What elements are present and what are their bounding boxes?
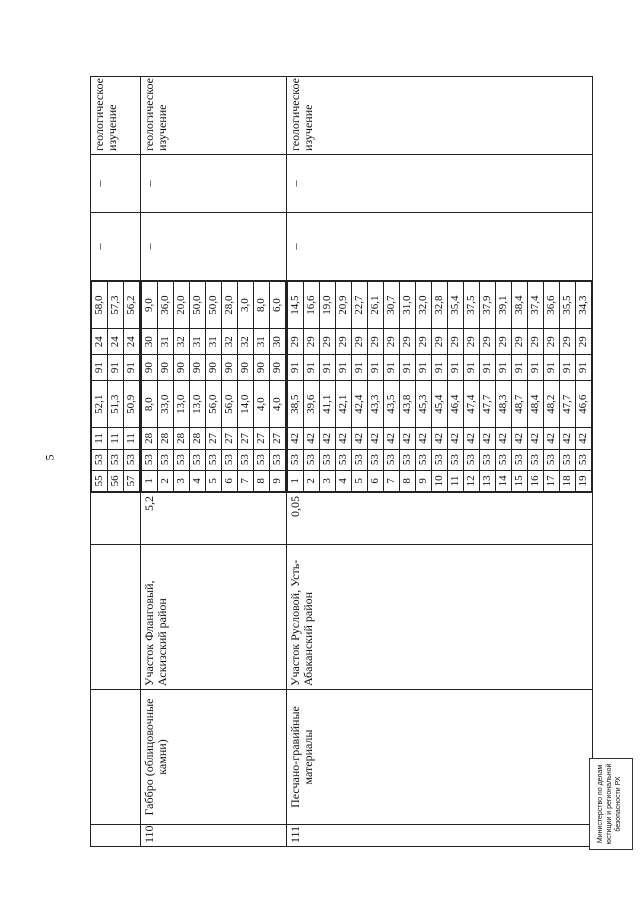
- coord-value: 46,4: [448, 381, 464, 428]
- coord-value: 31: [158, 329, 174, 355]
- coord-row: [448, 282, 464, 492]
- coord-value: 37,4: [528, 282, 544, 329]
- coord-point-number: 4: [190, 470, 206, 491]
- coord-point-number: 1: [142, 470, 158, 491]
- coord-value: 47,7: [480, 381, 496, 428]
- coord-value: 31: [190, 329, 206, 355]
- coord-value: 42,1: [336, 381, 352, 428]
- coord-value: 27: [254, 428, 270, 449]
- coord-value: 48,4: [528, 381, 544, 428]
- coord-value: 42: [448, 428, 464, 449]
- coord-point-number: 7: [384, 470, 400, 491]
- coord-value: 4,0: [254, 381, 270, 428]
- coord-value: 91: [336, 355, 352, 381]
- coord-value: 29: [512, 329, 528, 355]
- coord-value: 29: [448, 329, 464, 355]
- coord-point-number: 7: [238, 470, 254, 491]
- coords-table-110: [141, 281, 286, 492]
- coord-value: 29: [480, 329, 496, 355]
- coord-value: 19,0: [320, 282, 336, 329]
- coord-point-number: 3: [320, 470, 336, 491]
- coord-row: [480, 282, 496, 492]
- coord-point-number: 9: [270, 470, 286, 491]
- coord-value: 42: [432, 428, 448, 449]
- coord-row: [206, 282, 222, 492]
- coord-value: 42: [464, 428, 480, 449]
- coord-value: 50,0: [190, 282, 206, 329]
- coord-value: 58,0: [92, 282, 108, 329]
- coord-value: 53: [448, 449, 464, 470]
- coord-value: 43,5: [384, 381, 400, 428]
- coord-row: [528, 282, 544, 492]
- coord-value: 26,1: [368, 282, 384, 329]
- coord-value: 27: [206, 428, 222, 449]
- coord-value: 91: [480, 355, 496, 381]
- coord-point-number: 10: [432, 470, 448, 491]
- coord-value: 91: [512, 355, 528, 381]
- coord-value: 29: [464, 329, 480, 355]
- coord-value: 36,6: [544, 282, 560, 329]
- coord-point-number: 2: [158, 470, 174, 491]
- coord-value: 91: [320, 355, 336, 381]
- coord-value: 30: [270, 329, 286, 355]
- coord-value: 48,2: [544, 381, 560, 428]
- coord-row: [222, 282, 238, 492]
- coord-value: 53: [108, 449, 124, 470]
- coord-value: 29: [560, 329, 576, 355]
- coord-value: 48,3: [496, 381, 512, 428]
- top-continuation-row: [91, 77, 141, 847]
- coord-value: 6,0: [270, 282, 286, 329]
- coord-value: 90: [158, 355, 174, 381]
- coord-row: [190, 282, 206, 492]
- coords-cell: [141, 281, 287, 493]
- coord-row: [432, 282, 448, 492]
- coord-value: 31: [206, 329, 222, 355]
- coord-row: [400, 282, 416, 492]
- row-110: [141, 77, 287, 847]
- coord-value: 53: [158, 449, 174, 470]
- coord-point-number: 14: [496, 470, 512, 491]
- coord-value: 91: [288, 355, 304, 381]
- cell-note-top: геологическое изучение: [91, 77, 141, 155]
- site-name: Участок Фланговый, Аскизский район: [141, 545, 287, 690]
- coord-value: 24: [92, 329, 108, 355]
- coord-point-number: 18: [560, 470, 576, 491]
- coord-value: 53: [416, 449, 432, 470]
- coord-value: 27: [222, 428, 238, 449]
- coord-value: 91: [304, 355, 320, 381]
- coord-value: 42: [576, 428, 592, 449]
- coord-value: 53: [544, 449, 560, 470]
- coord-point-number: 9: [416, 470, 432, 491]
- coord-value: 29: [320, 329, 336, 355]
- site-name: Участок Русловой, Усть-Абаканский район: [287, 545, 593, 690]
- coord-value: 11: [108, 428, 124, 449]
- coord-value: 36,0: [158, 282, 174, 329]
- coord-point-number: 3: [174, 470, 190, 491]
- coord-value: 20,9: [336, 282, 352, 329]
- coord-value: 90: [190, 355, 206, 381]
- coords-table-top: [91, 281, 140, 492]
- coord-value: 32: [238, 329, 254, 355]
- coord-value: 53: [432, 449, 448, 470]
- coord-value: 42: [544, 428, 560, 449]
- note-cell: геологическое изучение: [287, 77, 593, 155]
- coord-point-number: 12: [464, 470, 480, 491]
- row-111: [287, 77, 593, 847]
- coord-point-number: 19: [576, 470, 592, 491]
- coord-value: 91: [384, 355, 400, 381]
- coord-value: 91: [124, 355, 140, 381]
- coord-value: 14,0: [238, 381, 254, 428]
- coord-row: [464, 282, 480, 492]
- coord-point-number: 8: [254, 470, 270, 491]
- coord-value: 51,3: [108, 381, 124, 428]
- coord-value: 42,4: [352, 381, 368, 428]
- dash-cell: –: [141, 213, 287, 281]
- coord-value: 9,0: [142, 282, 158, 329]
- coord-value: 53: [238, 449, 254, 470]
- coord-value: 3,0: [238, 282, 254, 329]
- dash-cell: –: [287, 155, 593, 213]
- coord-point-number: 8: [400, 470, 416, 491]
- coord-value: 42: [480, 428, 496, 449]
- area-value: 5,2: [141, 493, 287, 545]
- row-number: 111: [287, 825, 593, 847]
- coord-value: 90: [238, 355, 254, 381]
- coord-value: 29: [496, 329, 512, 355]
- coord-value: 31,0: [400, 282, 416, 329]
- coord-value: 91: [544, 355, 560, 381]
- coord-value: 42: [352, 428, 368, 449]
- coord-value: 11: [124, 428, 140, 449]
- coord-value: 24: [124, 329, 140, 355]
- coord-value: 53: [124, 449, 140, 470]
- coord-value: 91: [400, 355, 416, 381]
- coord-row: [496, 282, 512, 492]
- mineral-name: Габбро (облицовочные камни): [141, 690, 287, 825]
- coord-row: [560, 282, 576, 492]
- coord-value: 53: [92, 449, 108, 470]
- coord-value: 53: [512, 449, 528, 470]
- cell-mineral-top: [91, 690, 141, 825]
- coord-row: [238, 282, 254, 492]
- coord-value: 53: [288, 449, 304, 470]
- coord-value: 91: [528, 355, 544, 381]
- coord-row: [108, 282, 124, 492]
- coord-point-number: 13: [480, 470, 496, 491]
- coord-value: 16,6: [304, 282, 320, 329]
- coord-value: 53: [222, 449, 238, 470]
- coord-value: 90: [270, 355, 286, 381]
- coord-row: [270, 282, 286, 492]
- coord-value: 53: [496, 449, 512, 470]
- coord-value: 46,6: [576, 381, 592, 428]
- coord-value: 91: [496, 355, 512, 381]
- coord-value: 90: [174, 355, 190, 381]
- coord-value: 90: [254, 355, 270, 381]
- rotated-page-content: [90, 77, 589, 847]
- coord-row: [288, 282, 304, 492]
- cell-dash1-top: –: [91, 213, 141, 281]
- coord-value: 91: [108, 355, 124, 381]
- note-cell: геологическое изучение: [141, 77, 287, 155]
- coord-value: 42: [288, 428, 304, 449]
- coord-point-number: 57: [124, 470, 140, 491]
- page-number: 5: [42, 454, 57, 461]
- coord-value: 53: [480, 449, 496, 470]
- coord-value: 20,0: [174, 282, 190, 329]
- coord-point-number: 1: [288, 470, 304, 491]
- coord-value: 22,7: [352, 282, 368, 329]
- coord-value: 53: [142, 449, 158, 470]
- coord-value: 39,1: [496, 282, 512, 329]
- coord-value: 53: [254, 449, 270, 470]
- coord-value: 53: [304, 449, 320, 470]
- coord-point-number: 17: [544, 470, 560, 491]
- coord-value: 27: [238, 428, 254, 449]
- coord-value: 34,3: [576, 282, 592, 329]
- coord-row: [416, 282, 432, 492]
- coord-value: 91: [576, 355, 592, 381]
- coord-value: 42: [336, 428, 352, 449]
- coord-value: 42: [304, 428, 320, 449]
- coord-point-number: 5: [352, 470, 368, 491]
- coord-value: 53: [336, 449, 352, 470]
- coord-value: 91: [432, 355, 448, 381]
- coord-value: 29: [416, 329, 432, 355]
- coord-value: 4,0: [270, 381, 286, 428]
- coord-row: [384, 282, 400, 492]
- coord-value: 29: [352, 329, 368, 355]
- coord-value: 8,0: [254, 282, 270, 329]
- cell-area-top: [91, 493, 141, 545]
- coord-value: 91: [464, 355, 480, 381]
- coord-point-number: 2: [304, 470, 320, 491]
- row-number: 110: [141, 825, 287, 847]
- coord-value: 91: [560, 355, 576, 381]
- coord-value: 90: [142, 355, 158, 381]
- coord-value: 29: [384, 329, 400, 355]
- coord-value: 42: [384, 428, 400, 449]
- coord-row: [576, 282, 592, 492]
- coord-point-number: 15: [512, 470, 528, 491]
- coord-value: 91: [416, 355, 432, 381]
- coord-value: 91: [448, 355, 464, 381]
- stamp-text: Министерство по делам юстиции и региональной безопасности РХ: [597, 763, 622, 845]
- coord-value: 35,5: [560, 282, 576, 329]
- mineral-sites-table: [90, 76, 593, 847]
- coord-value: 29: [400, 329, 416, 355]
- coord-value: 47,4: [464, 381, 480, 428]
- coord-value: 53: [576, 449, 592, 470]
- coord-value: 45,3: [416, 381, 432, 428]
- top-coords-cell: [91, 281, 141, 493]
- coord-value: 53: [206, 449, 222, 470]
- coord-value: 29: [544, 329, 560, 355]
- coord-value: 28: [142, 428, 158, 449]
- coord-value: 32: [222, 329, 238, 355]
- coord-value: 53: [400, 449, 416, 470]
- coord-value: 42: [528, 428, 544, 449]
- coord-value: 32,8: [432, 282, 448, 329]
- coord-value: 53: [560, 449, 576, 470]
- coord-value: 56,0: [206, 381, 222, 428]
- coord-value: 13,0: [190, 381, 206, 428]
- coord-value: 56,2: [124, 282, 140, 329]
- coord-value: 53: [384, 449, 400, 470]
- coord-value: 90: [206, 355, 222, 381]
- coord-value: 42: [320, 428, 336, 449]
- coord-value: 43,3: [368, 381, 384, 428]
- coord-value: 28: [190, 428, 206, 449]
- coord-value: 28: [174, 428, 190, 449]
- coord-value: 29: [576, 329, 592, 355]
- coord-row: [320, 282, 336, 492]
- coord-row: [158, 282, 174, 492]
- coord-point-number: 56: [108, 470, 124, 491]
- coords-cell: [287, 281, 593, 493]
- coord-value: 50,0: [206, 282, 222, 329]
- coord-value: 28,0: [222, 282, 238, 329]
- coord-value: 29: [336, 329, 352, 355]
- coord-row: [142, 282, 158, 492]
- coord-value: 29: [432, 329, 448, 355]
- coord-value: 53: [464, 449, 480, 470]
- mineral-name: Песчано-гравийные материалы: [287, 690, 593, 825]
- coord-value: 56,0: [222, 381, 238, 428]
- coord-row: [304, 282, 320, 492]
- coord-value: 53: [320, 449, 336, 470]
- coord-value: 91: [368, 355, 384, 381]
- coord-value: 47,7: [560, 381, 576, 428]
- coord-value: 33,0: [158, 381, 174, 428]
- coord-value: 53: [270, 449, 286, 470]
- coord-row: [352, 282, 368, 492]
- coord-value: 41,1: [320, 381, 336, 428]
- coord-value: 48,7: [512, 381, 528, 428]
- coord-point-number: 5: [206, 470, 222, 491]
- coord-value: 90: [222, 355, 238, 381]
- coord-value: 53: [190, 449, 206, 470]
- coord-value: 30: [142, 329, 158, 355]
- coord-value: 14,5: [288, 282, 304, 329]
- dash-cell: –: [287, 213, 593, 281]
- coord-value: 42: [496, 428, 512, 449]
- coord-value: 42: [400, 428, 416, 449]
- coord-value: 42: [512, 428, 528, 449]
- coord-value: 52,1: [92, 381, 108, 428]
- coord-value: 29: [528, 329, 544, 355]
- coord-point-number: 11: [448, 470, 464, 491]
- coord-value: 50,9: [124, 381, 140, 428]
- coord-point-number: 4: [336, 470, 352, 491]
- cell-dash2-top: –: [91, 155, 141, 213]
- coord-value: 32,0: [416, 282, 432, 329]
- coord-value: 53: [528, 449, 544, 470]
- coord-row: [254, 282, 270, 492]
- coord-row: [92, 282, 108, 492]
- coord-value: 29: [304, 329, 320, 355]
- coord-value: 91: [352, 355, 368, 381]
- coord-row: [512, 282, 528, 492]
- coord-value: 28: [158, 428, 174, 449]
- coord-point-number: 6: [368, 470, 384, 491]
- coord-point-number: 6: [222, 470, 238, 491]
- coords-table-111: [287, 281, 592, 492]
- coord-value: 32: [174, 329, 190, 355]
- cell-num-top: [91, 825, 141, 847]
- coord-value: 43,8: [400, 381, 416, 428]
- coord-value: 39,6: [304, 381, 320, 428]
- coord-value: 30,7: [384, 282, 400, 329]
- coord-value: 29: [288, 329, 304, 355]
- coord-value: 8,0: [142, 381, 158, 428]
- area-value: 0,05: [287, 493, 593, 545]
- coord-value: 91: [92, 355, 108, 381]
- coord-value: 42: [416, 428, 432, 449]
- coord-row: [124, 282, 140, 492]
- coord-value: 57,3: [108, 282, 124, 329]
- coord-row: [174, 282, 190, 492]
- coord-value: 11: [92, 428, 108, 449]
- coord-value: 38,5: [288, 381, 304, 428]
- coord-value: 37,5: [464, 282, 480, 329]
- coord-row: [368, 282, 384, 492]
- coord-value: 42: [560, 428, 576, 449]
- coord-value: 13,0: [174, 381, 190, 428]
- coord-value: 31: [254, 329, 270, 355]
- ministry-stamp: [589, 758, 633, 850]
- coord-value: 42: [368, 428, 384, 449]
- coord-value: 37,9: [480, 282, 496, 329]
- coord-value: 24: [108, 329, 124, 355]
- cell-site-top: [91, 545, 141, 690]
- coord-value: 29: [368, 329, 384, 355]
- coord-row: [544, 282, 560, 492]
- coord-value: 53: [174, 449, 190, 470]
- coord-row: [336, 282, 352, 492]
- coord-value: 53: [368, 449, 384, 470]
- dash-cell: –: [141, 155, 287, 213]
- coord-value: 53: [352, 449, 368, 470]
- coord-value: 38,4: [512, 282, 528, 329]
- coord-value: 27: [270, 428, 286, 449]
- coord-value: 35,4: [448, 282, 464, 329]
- coord-point-number: 16: [528, 470, 544, 491]
- coord-value: 45,4: [432, 381, 448, 428]
- coord-point-number: 55: [92, 470, 108, 491]
